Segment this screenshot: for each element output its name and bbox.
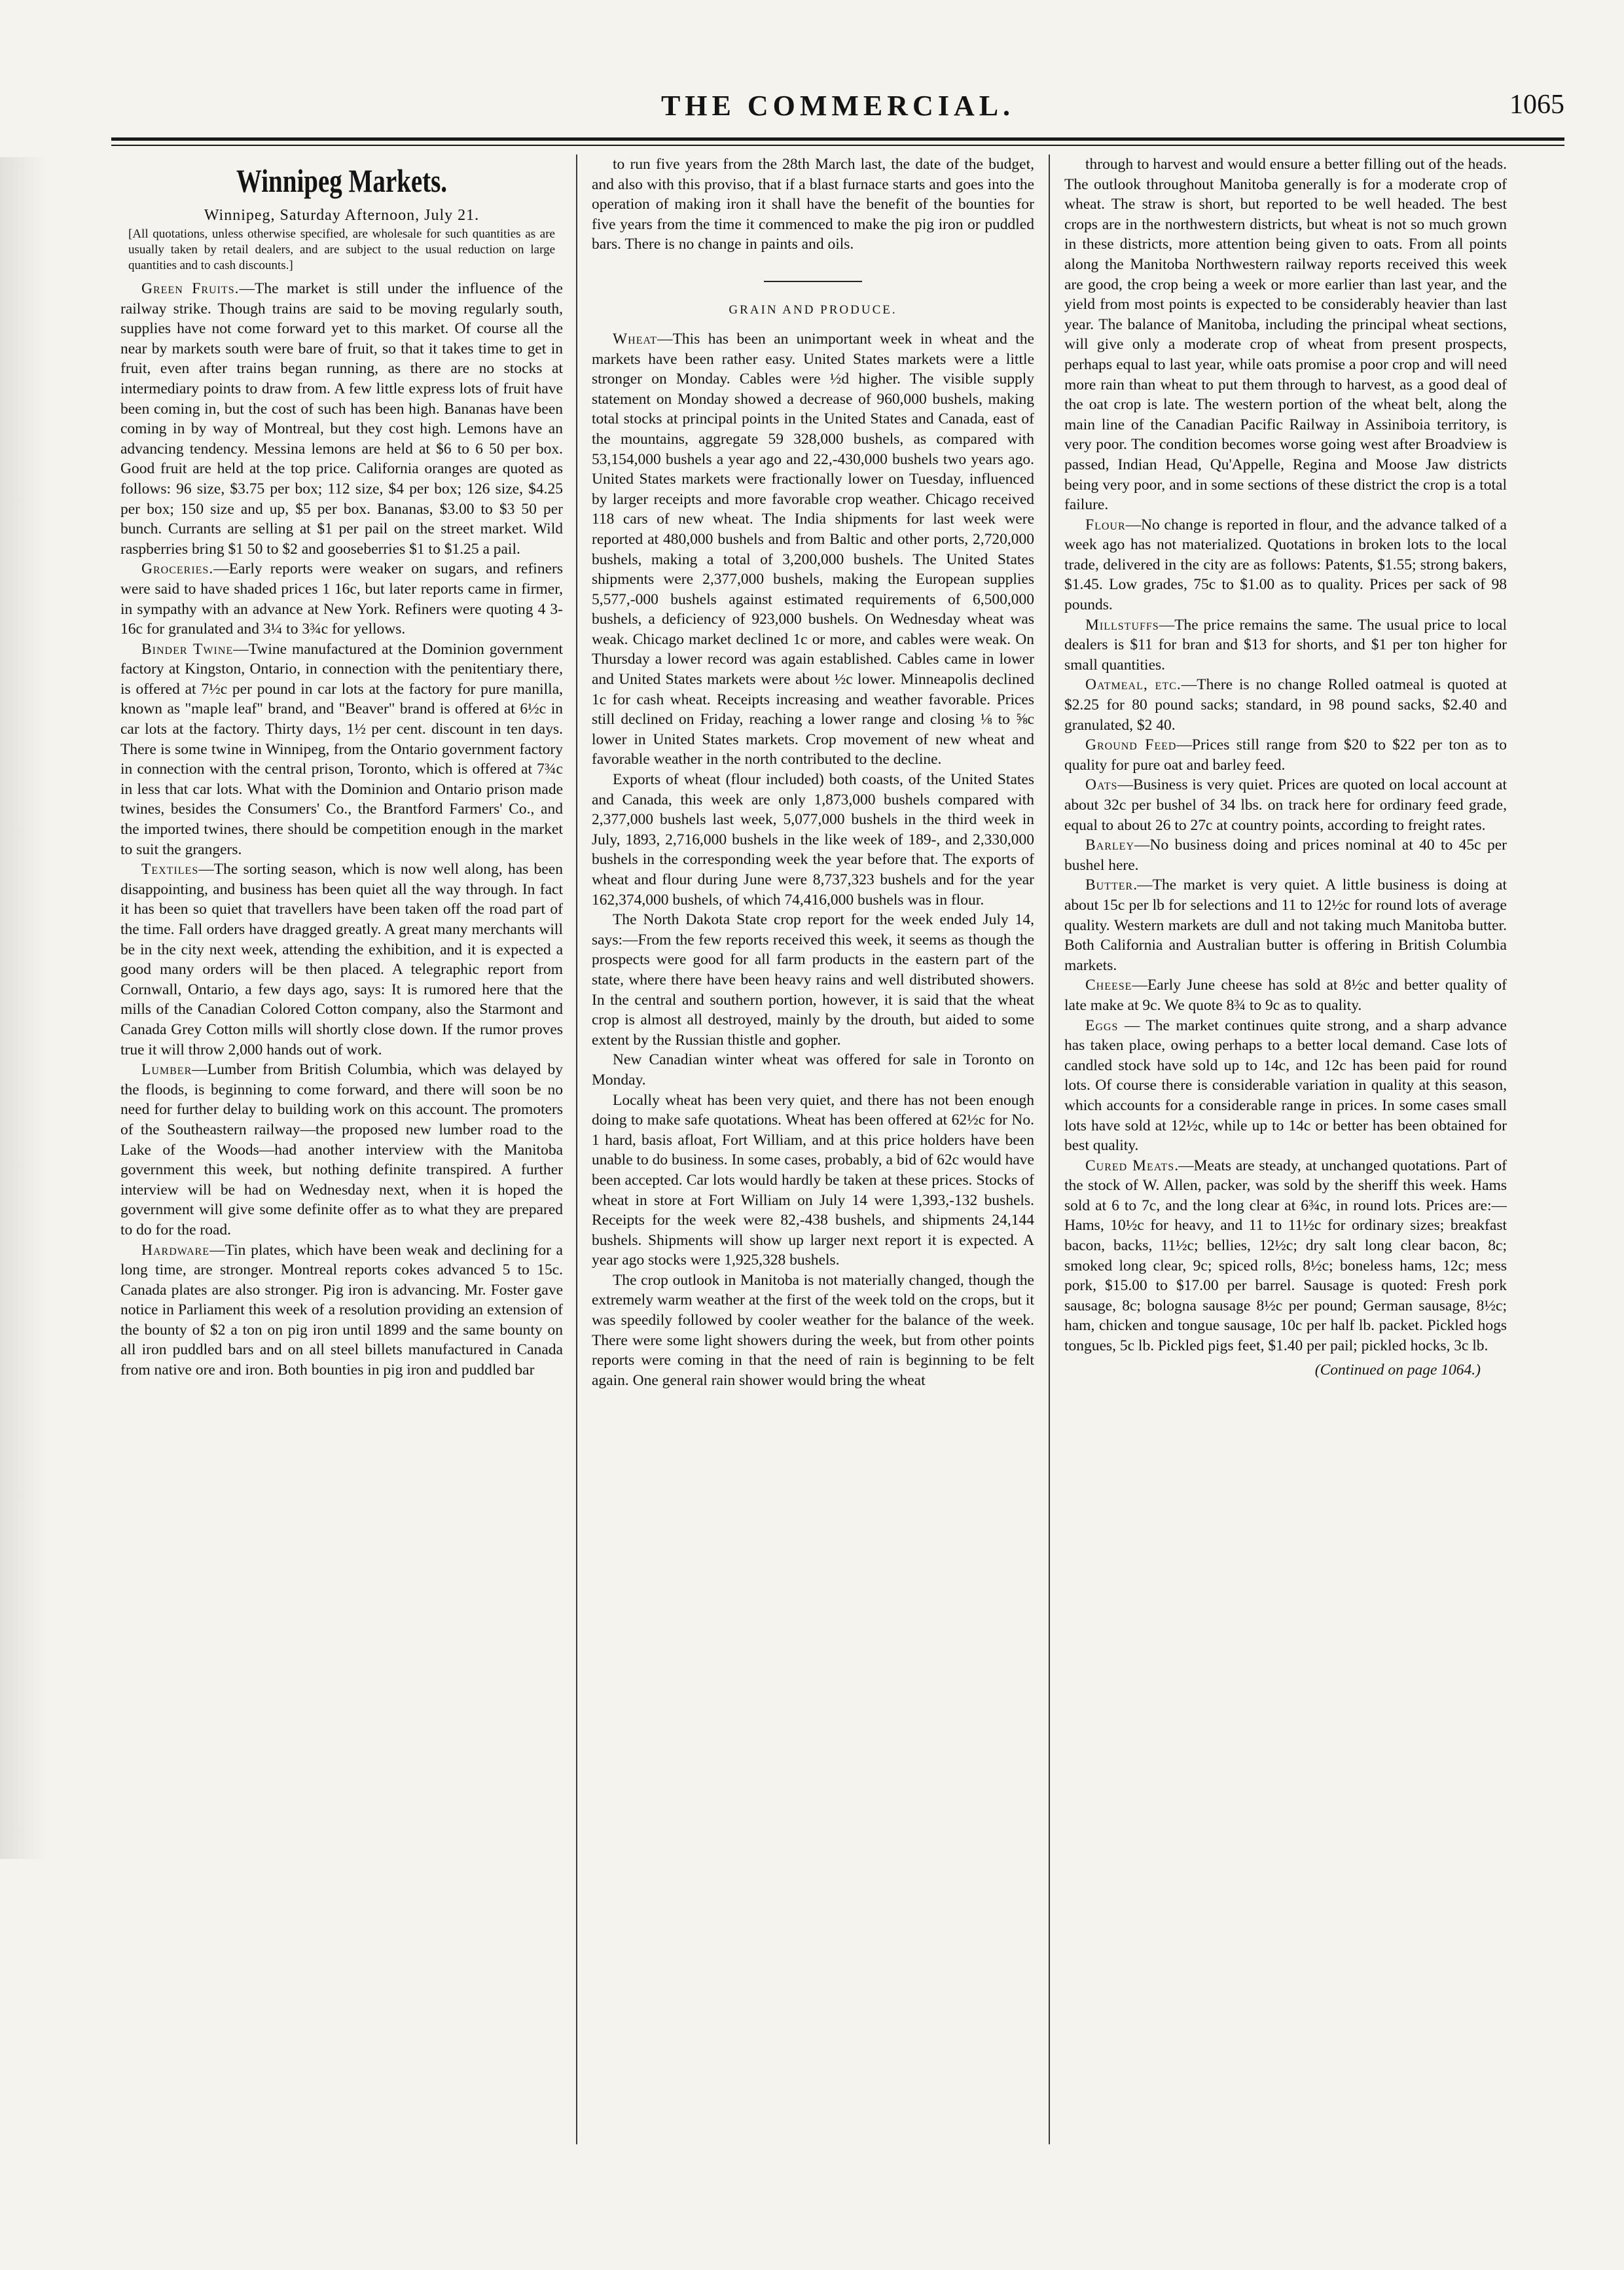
paragraph-text: New Canadian winter wheat was offered for sale in Toronto on Monday.: [592, 1051, 1034, 1089]
paragraph-lead: Textiles: [141, 861, 199, 878]
masthead-rule-thin: [111, 145, 1564, 146]
column-1: [120, 154, 563, 2144]
paragraph-lead: Cheese: [1085, 977, 1132, 994]
paragraph-lead: Oatmeal, etc.: [1085, 676, 1182, 694]
page-number: 1065: [1509, 90, 1564, 120]
paragraph-list: [592, 329, 1034, 1390]
column-divider: [576, 154, 577, 2144]
paragraph-lead: Eggs: [1085, 1017, 1119, 1034]
column-3: [1064, 154, 1507, 2144]
paragraph: [1064, 775, 1507, 835]
paragraph: [1064, 735, 1507, 775]
masthead: [111, 84, 1564, 135]
paragraph-list: [1064, 154, 1507, 1356]
paragraph-text: —Tin plates, which have been weak and declining for a long time, are stronger. Montreal reports cokes advanced 5 to 15c. Canada plates are also stronger. Pig iron is advancing. Mr. Foster gave notice in Parliament this week of a resolution providing an extension of the bounty of $2 a ton on pig iron until 1899 and the same bounty on all iron puddled bars and on all steel billets manufactured in Canada from native ore and iron. Both bounties in pig iron and puddled bar: [120, 1241, 563, 1379]
paragraph: [120, 559, 563, 639]
paragraph-text: The North Dakota State crop report for the week ended July 14, says:—From the few reports received this week, it seems as though the prospects were good for all farm products in the eastern part of the state, where there have been heavy rains and well distributed showers. In the central and southern portion, however, it is said that the wheat crop is almost all destroyed, mainly by the drouth, but aided to some extent by the Russian thistle and gopher.: [592, 911, 1034, 1049]
paragraph-text: —Business is very quiet. Prices are quoted on local account at about 32c per bushel of 34 lbs. on track here for ordinary feed grade, equal to about 26 to 27c at country points, according to freight rates.: [1064, 776, 1507, 834]
paragraph-text: —Early June cheese has sold at 8½c and better quality of late make at 9c. We quote 8¾ to 9c as to quality.: [1064, 977, 1507, 1014]
paragraph-lead: Lumber: [141, 1061, 192, 1079]
paragraph: [120, 279, 563, 559]
paragraph-lead: Cured Meats: [1085, 1157, 1175, 1174]
paragraph-text: —Lumber from British Columbia, which was delayed by the floods, is beginning to come forward, and there will soon be no need for further delay to building work on this account. The promoters of the Southeastern railway—the proposed new lumber road to the Lake of the Woods—had another interview with the Manitoba government this week, but nothing definite transpired. A further interview will be had on Wednesday next, when it is hoped the government will give some definite offer as to what they are prepared to do for the road.: [120, 1061, 563, 1238]
paragraph-text: The crop outlook in Manitoba is not materially changed, though the extremely warm weather at the first of the week told on the crops, but it was speedily followed by cooler weather for the balance of the week. There were some light showers during the week, but from other points reports were coming in that the need of rain is beginning to be felt again. One general rain shower would bring the wheat: [592, 1271, 1034, 1389]
paragraph: [1064, 835, 1507, 875]
paragraph-text: Locally wheat has been very quiet, and there has not been enough doing to make safe quotations. Wheat has been offered at 62½c for No. 1 hard, basis afloat, Fort William, and at this price holders have been unable to do business. In some cases, probably, a bid of 62c would have been accepted. Car lots would hardly be taken at these prices. Stocks of wheat in store at Fort William on July 14 were 1,393,-132 bushels. Receipts for the week were 82,-438 bushels, and shipments 24,144 bushels. Shipments will show up larger next report it is expected. A year ago stocks were 1,925,328 bushels.: [592, 1091, 1034, 1269]
column-divider: [1049, 154, 1050, 2144]
paragraph: [592, 1270, 1034, 1391]
paragraph-lead: Oats: [1085, 776, 1118, 794]
paragraph: [1064, 615, 1507, 676]
section-subhead: GRAIN AND PRODUCE.: [729, 302, 897, 317]
paragraph-text: through to harvest and would ensure a better filling out of the heads. The outlook throughout Manitoba generally is for a moderate crop of wheat. The straw is short, but reported to be well headed. The best crops are in the northwestern districts, but wheat is not so much grown in these districts, more attention being given to oats. From all points along the Manitoba Northwestern railway reports received this week are good, the crop being a week or more earlier than last year, and the yield from most points is expected to be considerably heavier than last year. The balance of Manitoba, including the principal wheat sections, will give only a moderate crop of wheat from present prospects, perhaps equal to last year, while oats promise a poor crop and will need more rain than wheat to put them through to harvest, as a good deal of the oat crop is late. The western portion of the wheat belt, along the main line of the Canadian Pacific Railway in Assiniboia territory, is very poor. The condition becomes worse going west after Broadview is passed, Indian Head, Qu'Appelle, Regina and Moose Jaw districts being very poor, and in some sections of these district the crop is a total failure.: [1064, 156, 1507, 514]
paragraph: [120, 1240, 563, 1380]
quotation-note: [All quotations, unless otherwise specified, are wholesale for such quantities as are usually taken by retail dealers, and are subject to the usual reduction on large quantities and to cash discounts.]: [128, 227, 555, 272]
paragraph: [1064, 1016, 1507, 1156]
paragraph-text: .—The market is very quiet. A little business is doing at about 15c per lb for selections and 11 to 12½c for round lots of average quality. Western markets are dull and not taking much Manitoba butter. Both California and Australian butter is offering in British Columbia markets.: [1064, 876, 1507, 974]
paragraph-lead: Green Fruits.: [141, 280, 240, 297]
paragraph: [1064, 154, 1507, 515]
paragraph: [120, 859, 563, 1060]
paragraph-lead: Flour: [1085, 516, 1126, 533]
paragraph-text: —Prices still range from $20 to $22 per ton as to quality for pure oat and barley feed.: [1064, 736, 1507, 774]
paragraph-text: to run five years from the 28th March last, the date of the budget, and also with this proviso, that if a blast furnace starts and goes into the operation of making iron it shall have the benefit of the bounties for five years from the time it commenced to make the pig iron or puddled bars. There is no change in paints and oils.: [592, 156, 1034, 253]
paragraph-lead: Ground Feed: [1085, 736, 1177, 754]
dateline: Winnipeg, Saturday Afternoon, July 21.: [204, 207, 480, 224]
paragraph-lead: Groceries.: [141, 560, 214, 578]
paragraph: [1064, 975, 1507, 1015]
paragraph-text: —The price remains the same. The usual price to local dealers is $11 for bran and $13 for shorts, and $1 per ton higher for small quantities.: [1064, 616, 1507, 674]
paragraph-lead: Butter: [1085, 876, 1134, 894]
article-heading: Winnipeg Markets.: [236, 162, 448, 199]
paragraph-lead: Millstuffs: [1085, 616, 1159, 634]
paragraph: [592, 770, 1034, 910]
paragraph: [1064, 875, 1507, 975]
paragraph: [592, 154, 1034, 255]
page-margin-stain: [0, 157, 46, 1859]
paragraph: [120, 640, 563, 860]
paragraph-text: — The market continues quite strong, and a sharp advance has taken place, owing perhaps to a better local demand. Case lots of candled stock have sold up to 14c, and 12c has been paid for round lots. Of course there is considerable variation in quality at this season, which accounts for a considerable range in prices. In some cases small lots have sold at 12½c, while up to 14c or better has been obtained for best quality.: [1064, 1017, 1507, 1155]
section-rule: [764, 281, 862, 282]
masthead-rule: [111, 137, 1564, 141]
paragraph-text: .—Meats are steady, at unchanged quotations. Part of the stock of W. Allen, packer, was sold by the sheriff this week. Hams sold at 6 to 7c, and the long clear at 6¾c, in round lots. Prices are:—Hams, 10½c for heavy, and 11 to 11½c for ordinary sizes; breakfast bacon, backs, 11½c; bellies, 12½c; dry salt long clear bacon, 8c; smoked long clear, 9c; spiced rolls, 8½c; boneless hams, 12c; mess pork, $15.00 to $17.00 per barrel. Sausage is quoted: Fresh pork sausage, 8c; bologna sausage 8½c per pound; German sausage, 8½c; ham, chicken and tongue sausage, 10c per half lb. packet. Pickled hogs tongues, 5c lb. Pickled pigs feet, $1.40 per pail; pickled hocks, 3c lb.: [1064, 1157, 1507, 1355]
continued-note: (Continued on page 1064.): [1314, 1361, 1481, 1378]
paragraph: [1064, 1156, 1507, 1356]
paragraph-list: [592, 154, 1034, 255]
paragraph-text: —The sorting season, which is now well along, has been disappointing, and business has been quiet all the way through. In fact it has been so quiet that travellers have been taken off the road part of the time. Fall orders have dragged greatly. A great many merchants will be in the city next week, attending the exhibition, and it is expected a good many orders will be then placed. A telegraphic report from Cornwall, Ontario, a few days ago, says: It is rumored here that the mills of the Canadian Colored Cotton company, also the Starmont and Canada Grey Cotton mills will shortly close down. If the rumor proves true it will throw 2,000 hands out of work.: [120, 861, 563, 1058]
column-2: [592, 154, 1034, 2144]
paragraph-text: —Early reports were weaker on sugars, and refiners were said to have shaded prices 1 16c, but later reports came in firmer, in sympathy with an advance at New York. Refiners were quoting 4 3-16c for granulated and 3¼ to 3¾c for yellows.: [120, 560, 563, 638]
publication-title: THE COMMERCIAL.: [660, 90, 1015, 122]
paragraph-text: —This has been an unimportant week in wheat and the markets have been rather easy. United States markets were a little stronger on Monday. Cables were ½d higher. The visible supply statement on Monday showed a decrease of 960,000 bushels, making total stocks at principal points in the United States and Canada, east of the mountains, aggregate 59 328,000 bushels, as compared with 53,154,000 bushels a year ago and 22,-430,000 bushels two years ago. United States markets were fractionally lower on Tuesday, influenced by larger receipts and more favorable crop weather. Chicago received 118 cars of new wheat. The India shipments for last week were reported at 480,000 bushels and from Baltic and other ports, 2,720,000 bushels, making a total of 3,200,000 bushels. The United States shipments were 2,377,000 bushels, making the European supplies 5,577,-000 bushels against estimated requirements of 6,500,000 bushels, a deficiency of 923,000 bushels. On Wednesday wheat was weak. Chicago market declined 1c or more, and cables were weak. On Thursday a lower record was again established. Cables came in lower and United States markets were about ½c lower. Minneapolis declined 1c for cash wheat. Receipts increasing and weather favorable. Prices still declined on Friday, reaching a lower range and closing ⅛ to ⅝c lower in United States markets. Crop movement of new wheat and favorable weather in the north contributed to the decline.: [592, 330, 1034, 768]
paragraph: [592, 329, 1034, 770]
paragraph: [1064, 515, 1507, 615]
paragraph-text: —The market is still under the influence of the railway strike. Though trains are said to be moving regularly south, supplies have not come forward yet to this market. Of course all the near by markets south were bare of fruit, so that it takes time to get in fruit, even after trains began running, as there are no stocks at intermediary points to draw from. A few little express lots of fruit have been coming in, but the cost of such has been high. Bananas have been coming in by way of Montreal, but they cost high. Lemons have an advancing tendency. Messina lemons are held at $6 to 6 50 per box. Good fruit are held at the top price. California oranges are quoted as follows: 96 size, $3.75 per box; 112 size, $4 per box; 126 size, $4.25 per box; 150 size and up, $5 per box. Bananas, $3.00 to $3 50 per bunch. Currants are selling at $1 per pail on the street market. Wild raspberries bring $1 50 to $2 and gooseberries $1 to $1.25 a pail.: [120, 280, 563, 558]
paragraph-list: [120, 279, 563, 1380]
paragraph-lead: Wheat: [613, 330, 658, 348]
paragraph-text: —Twine manufactured at the Dominion government factory at Kingston, Ontario, in connection with the penitentiary there, is offered at 7½c per pound in car lots at the factory for pure manilla, known as "maple leaf" brand, and "Beaver" brand is offered at 6½c in car lots at the factory. Thirty days, 1½ per cent. discount in ten days. There is some twine in Winnipeg, from the Ontario government factory in connection with the central prison, Toronto, which is offered at 7¾c in less that car lots. What with the Dominion and Ontario prison made twines, besides the Consumers' Co., the Brantford Farmers' Co., and the imported twines, there should be competition enough in the market to suit the grangers.: [120, 640, 563, 858]
paragraph-text: —No business doing and prices nominal at 40 to 45c per bushel here.: [1064, 837, 1507, 874]
paragraph: [592, 1050, 1034, 1090]
paragraph-lead: Hardware: [141, 1241, 210, 1259]
paragraph: [1064, 675, 1507, 735]
paragraph: [592, 910, 1034, 1050]
paragraph-lead: Barley: [1085, 837, 1135, 854]
paragraph-lead: Binder Twine: [141, 640, 234, 658]
paragraph: [120, 1060, 563, 1240]
paragraph-text: —There is no change Rolled oatmeal is quoted at $2.25 for 80 pound sacks; standard, in 98 pound sacks, $2.40 and granulated, $2 40.: [1064, 676, 1507, 734]
paragraph-text: —No change is reported in flour, and the advance talked of a week ago has not materialized. Quotations in broken lots to the local trade, delivered in the city are as follows: Patents, $1.55; strong bakers, $1.45. Low grades, 75c to $1.00 as to quality. Prices per sack of 98 pounds.: [1064, 516, 1507, 614]
paragraph-text: Exports of wheat (flour included) both coasts, of the United States and Canada, this week are only 1,873,000 bushels compared with 2,377,000 bushels last week, 5,077,000 bushels in the third week in July, 1893, 2,716,000 bushels in the like week of 189-, and 2,330,000 bushels in the corresponding week the year before that. The exports of wheat and flour during June were 8,737,323 bushels and for the year 162,374,000 bushels, of which 74,416,000 bushels was in flour.: [592, 771, 1034, 909]
paragraph: [592, 1090, 1034, 1270]
